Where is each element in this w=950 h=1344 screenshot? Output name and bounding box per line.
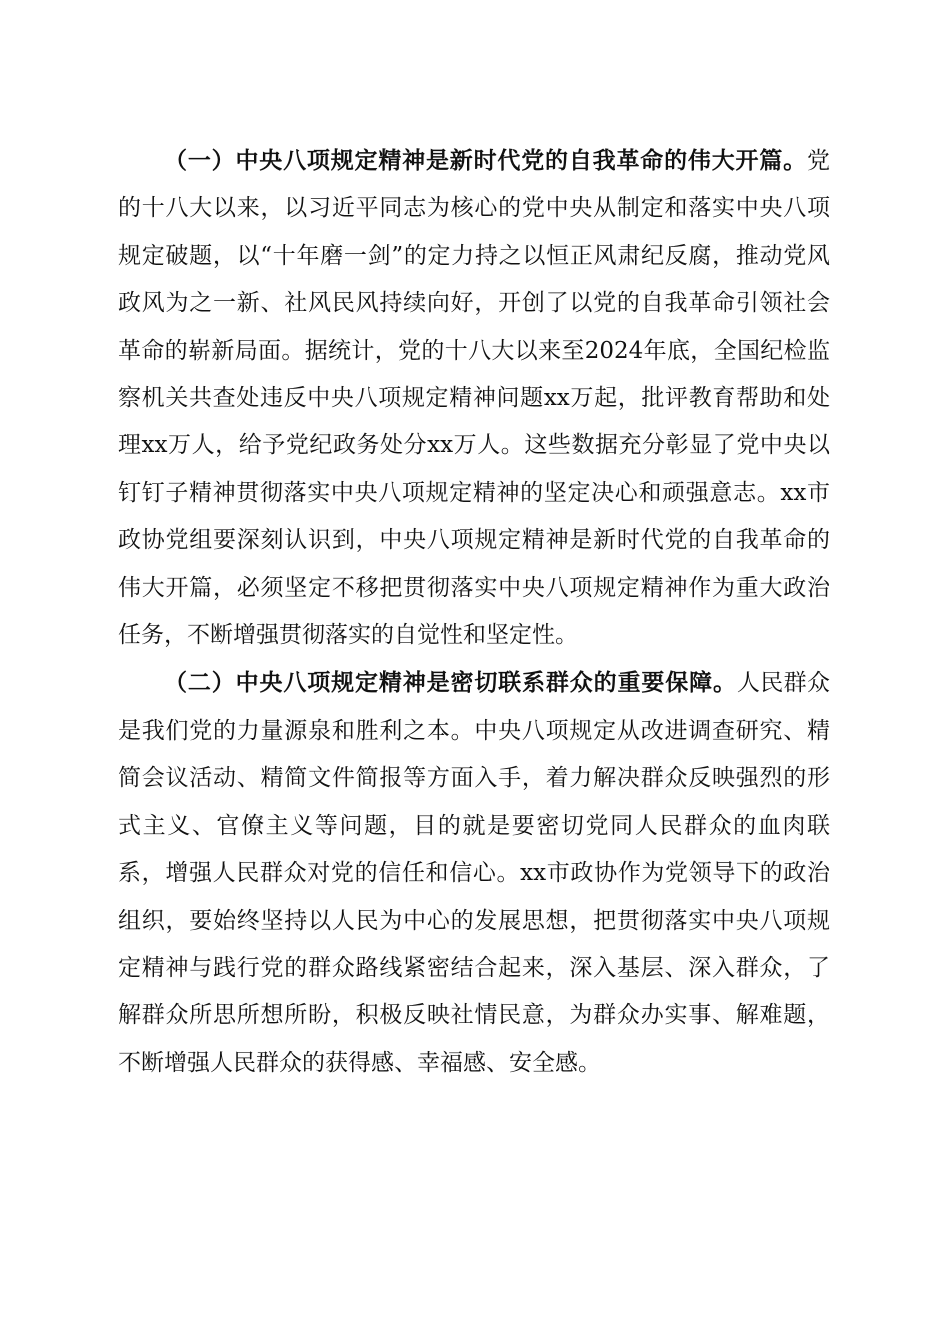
document-body xyxy=(118,137,830,1087)
paragraph-2 xyxy=(118,659,830,1087)
paragraph-2-heading: （二）中央八项规定精神是密切联系群众的重要保障。 xyxy=(164,669,737,697)
paragraph-1-heading: （一）中央八项规定精神是新时代党的自我革命的伟大开篇。 xyxy=(164,147,807,174)
paragraph-1 xyxy=(118,137,830,659)
paragraph-1-text: 党的十八大以来，以习近平同志为核心的党中央从制定和落实中央八项规定破题，以“十年磨一剑”的定力持之以恒正风肃纪反腐，推动党风政风为之一新、社风民风持续向好，开创了以党的自我革命引领社会革命的崭新局面。据统计，党的十八大以来至2024年底，全国纪检监察机关共查处违反中央八项规定精神问题xx万起，批评教育帮助和处理xx万人，给予党纪政务处分xx万人。这些数据充分彰显了党中央以钉钉子精神贯彻落实中央八项规定精神的坚定决心和顽强意志。xx市政协党组要深刻认识到，中央八项规定精神是新时代党的自我革命的伟大开篇，必须坚定不移把贯彻落实中央八项规定精神作为重大政治任务，不断增强贯彻落实的自觉性和坚定性。 xyxy=(118,148,830,649)
paragraph-2-text: 人民群众是我们党的力量源泉和胜利之本。中央八项规定从改进调查研究、精简会议活动、精简文件简报等方面入手，着力解决群众反映强烈的形式主义、官僚主义等问题，目的就是要密切党同人民群众的血肉联系，增强人民群众对党的信任和信心。xx市政协作为党领导下的政治组织，要始终坚持以人民为中心的发展思想，把贯彻落实中央八项规定精神与践行党的群众路线紧密结合起来，深入基层、深入群众，了解群众所思所想所盼，积极反映社情民意，为群众办实事、解难题，不断增强人民群众的获得感、幸福感、安全感。 xyxy=(118,670,831,1076)
